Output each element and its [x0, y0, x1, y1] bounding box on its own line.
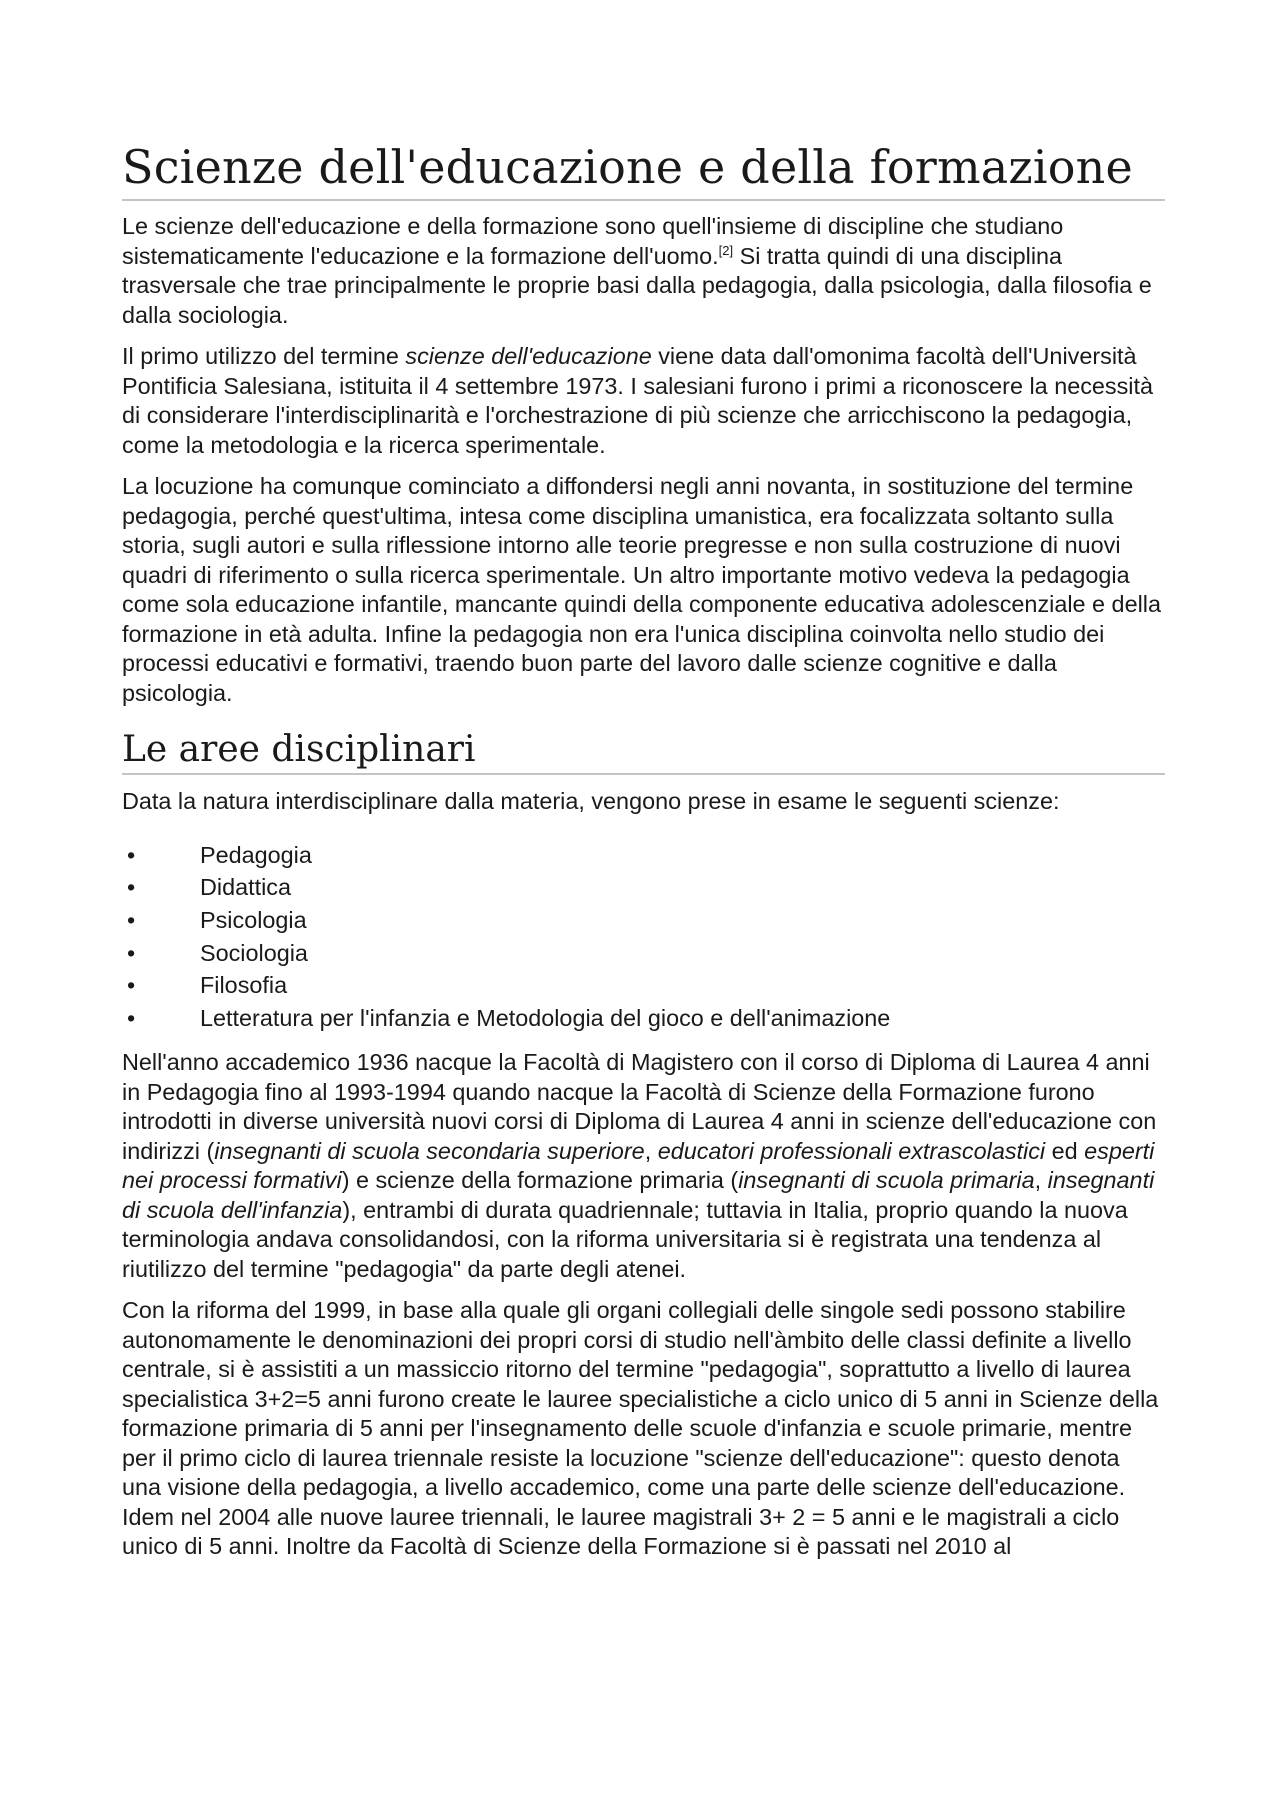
document-page	[122, 140, 1165, 1562]
bullet-icon: •	[127, 1004, 136, 1031]
list-item	[122, 969, 1165, 1002]
history-text-5: ,	[1034, 1167, 1048, 1194]
list-item	[122, 904, 1165, 937]
history-text-2: ,	[644, 1137, 658, 1164]
history-text-3: ed	[1045, 1137, 1085, 1164]
bullet-icon: •	[127, 907, 136, 934]
paragraph-reform: Con la riforma del 1999, in base alla quale gli organi collegiali delle singole sedi possono stabilire autonomamente le denominazioni dei propri corsi di studio nell'àmbito delle classi definite a livello centrale, si è assistiti a un massiccio ritorno del termine "pedagogia", soprattutto a livello di laurea specialistica 3+2=5 anni furono create le lauree specialistiche a ciclo unico di 5 anni in Scienze della formazione primaria di 5 anni per l'insegnamento delle scuole d'infanzia e scuole primarie, mentre per il primo ciclo di laurea triennale resiste la locuzione "scienze dell'educazione": questo denota una visione della pedagogia, a livello accademico, come una parte delle scienze dell'educazione. Idem nel 2004 alle nuove lauree triennali, le lauree magistrali 3+ 2 = 5 anni e le magistrali a ciclo unico di 5 anni. Inoltre da Facoltà di Scienze della Formazione si è passati nel 2010 al	[122, 1297, 1159, 1560]
history-italic-1: insegnanti di scuola secondaria superiore	[214, 1137, 645, 1164]
list-item	[122, 871, 1165, 904]
page-title: Scienze dell'educazione e della formazione	[122, 140, 1165, 201]
intro-text-2: Si tratta quindi di una disciplina trasversale che trae principalmente le proprie basi dalla pedagogia, dalla psicologia, dalla filosofia e dalla sociologia.	[122, 242, 1152, 328]
origin-text-2: viene data dall'omonima facoltà dell'Università Pontificia Salesiana, istituita il 4 settembre 1973. I salesiani furono i primi a riconoscere la necessità di considerare l'interdisciplinarità e l'orchestrazione di più scienze che arricchiscono la pedagogia, come la metodologia e la ricerca sperimentale.	[122, 343, 1154, 458]
history-text-1: Nell'anno accademico 1936 nacque la Facoltà di Magistero con il corso di Diploma di Laurea 4 anni in Pedagogia fino al 1993-1994 quando nacque la Facoltà di Scienze della Formazione furono introdotti in diverse università nuovi corsi di Diploma di Laurea 4 anni in scienze dell'educazione con indirizzi (	[122, 1049, 1157, 1164]
origin-text-1: Il primo utilizzo del termine	[122, 343, 406, 370]
section-title: Le aree disciplinari	[122, 728, 1165, 775]
intro-paragraph	[122, 212, 1165, 330]
history-italic-3: esperti nei processi formativi	[122, 1137, 1155, 1194]
list-item-label: Filosofia	[200, 972, 288, 999]
intro-text-1: Le scienze dell'educazione e della formazione sono quell'insieme di discipline che studiano sistematicamente l'educazione e la formazione dell'uomo.	[122, 213, 1064, 269]
list-item-label: Sociologia	[200, 939, 308, 966]
citation-ref[interactable]: [2]	[718, 242, 734, 258]
disciplines-list	[122, 839, 1165, 1035]
origin-term: scienze dell'educazione	[405, 343, 652, 370]
list-item-label: Psicologia	[200, 907, 307, 934]
paragraph-history	[122, 1048, 1165, 1284]
list-item	[122, 1002, 1165, 1035]
bullet-icon: •	[127, 939, 136, 966]
bullet-icon: •	[127, 972, 136, 999]
bullet-icon: •	[127, 874, 136, 901]
list-intro: Data la natura interdisciplinare dalla materia, vengono prese in esame le seguenti scienze:	[122, 788, 1060, 815]
bullet-icon: •	[127, 841, 136, 868]
history-italic-2: educatori professionali extrascolastici	[657, 1137, 1046, 1164]
history-italic-5: insegnanti di scuola dell'infanzia	[122, 1167, 1155, 1223]
list-item-label: Pedagogia	[200, 841, 312, 868]
list-item	[122, 839, 1165, 872]
history-text-6: ), entrambi di durata quadriennale; tuttavia in Italia, proprio quando la nuova terminologia andava consolidandosi, con la riforma universitaria si è registrata una tendenza al riutilizzo del termine "pedagogia" da parte degli atenei.	[122, 1196, 1128, 1282]
list-item-label: Didattica	[200, 874, 292, 901]
list-item-label: Letteratura per l'infanzia e Metodologia del gioco e dell'animazione	[200, 1004, 891, 1031]
history-italic-4: insegnanti di scuola primaria	[738, 1167, 1035, 1194]
list-item	[122, 937, 1165, 970]
paragraph-diffusion: La locuzione ha comunque cominciato a diffondersi negli anni novanta, in sostituzione del termine pedagogia, perché quest'ultima, intesa come disciplina umanistica, era focalizzata soltanto sulla storia, sugli autori e sulla riflessione intorno alle teorie pregresse e non sulla costruzione di nuovi quadri di riferimento o sulla ricerca sperimentale. Un altro importante motivo vedeva la pedagogia come sola educazione infantile, mancante quindi della componente educativa adolescenziale e della formazione in età adulta. Infine la pedagogia non era l'unica disciplina coinvolta nello studio dei processi educativi e formativi, traendo buon parte del lavoro dalle scienze cognitive e dalla psicologia.	[122, 473, 1161, 706]
history-text-4: ) e scienze della formazione primaria (	[341, 1167, 739, 1194]
paragraph-origin	[122, 342, 1165, 460]
